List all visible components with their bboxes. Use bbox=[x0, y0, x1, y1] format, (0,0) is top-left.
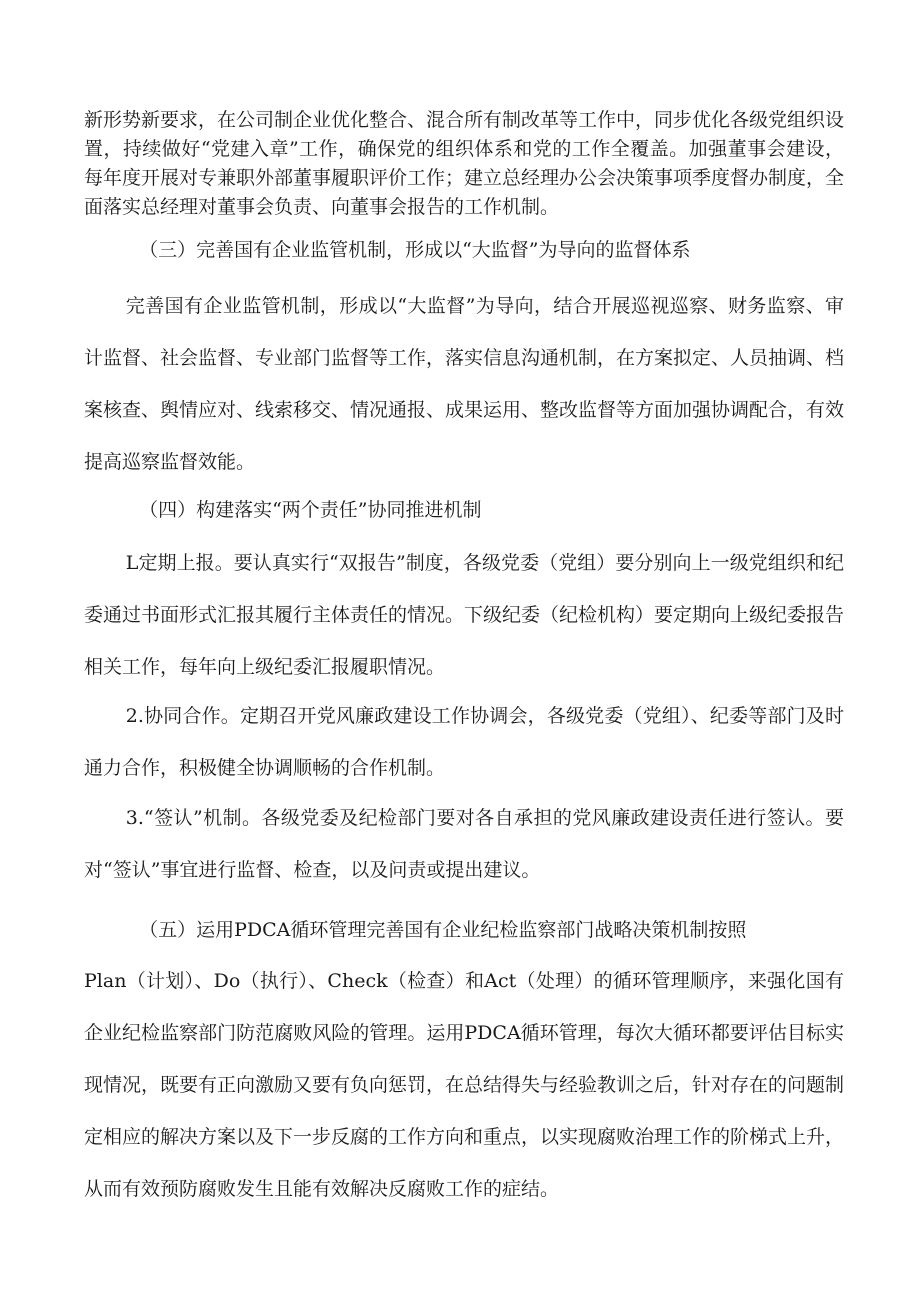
section-5-body: Plan（计划）、Do（执行）、Check（检查）和Act（处理）的循环管理顺序，来强化国有企业纪检监察部门防范腐败风险的管理。运用PDCA循环管理，每次大循环都要评估目标实现情况，既要有正向激励又要有负向惩罚，在总结得失与经验教训之后，针对存在的问题制定相应的解决方案以及下一步反腐的工作方向和重点，以实现腐败治理工作的阶梯式上升，从而有效预防腐败发生且能有效解决反腐败工作的症结。 bbox=[84, 970, 845, 1200]
section-4-item-3: 3.“签认”机制。各级党委及纪检部门要对各自承担的党风廉政建设责任进行签认。要对“签认”事宜进行监督、检查，以及问责或提出建议。 bbox=[84, 807, 844, 881]
section-5-heading: （五）运用PDCA循环管理完善国有企业纪检监察部门战略决策机制按照 bbox=[139, 919, 747, 941]
section-4-heading: （四）构建落实“两个责任”协同推进机制 bbox=[139, 499, 482, 521]
section-4-item-2: 2.协同合作。定期召开党风廉政建设工作协调会，各级党委（党组）、纪委等部门及时通力合作，积极健全协调顺畅的合作机制。 bbox=[84, 705, 844, 779]
section-4-item-1: L定期上报。要认真实行“双报告”制度，各级党委（党组）要分别向上一级党组织和纪委通过书面形式汇报其履行主体责任的情况。下级纪委（纪检机构）要定期向上级纪委报告相关工作，每年向上级纪委汇报履职情况。 bbox=[84, 552, 845, 678]
intro-paragraph: 新形势新要求，在公司制企业优化整合、混合所有制改革等工作中，同步优化各级党组织设置，持续做好“党建入章”工作，确保党的组织体系和党的工作全覆盖。加强董事会建设，每年度开展对专兼职外部董事履职评价工作；建立总经理办公会决策事项季度督办制度，全面落实总经理对董事会负责、向董事会报告的工作机制。 bbox=[84, 109, 845, 218]
section-3-heading: （三）完善国有企业监管机制，形成以“大监督”为导向的监督体系 bbox=[139, 239, 691, 261]
section-3-body: 完善国有企业监管机制，形成以“大监督”为导向，结合开展巡视巡察、财务监察、审计监督、社会监督、专业部门监督等工作，落实信息沟通机制，在方案拟定、人员抽调、档案核查、舆情应对、线索移交、情况通报、成果运用、整改监督等方面加强协调配合，有效提高巡察监督效能。 bbox=[84, 295, 845, 473]
